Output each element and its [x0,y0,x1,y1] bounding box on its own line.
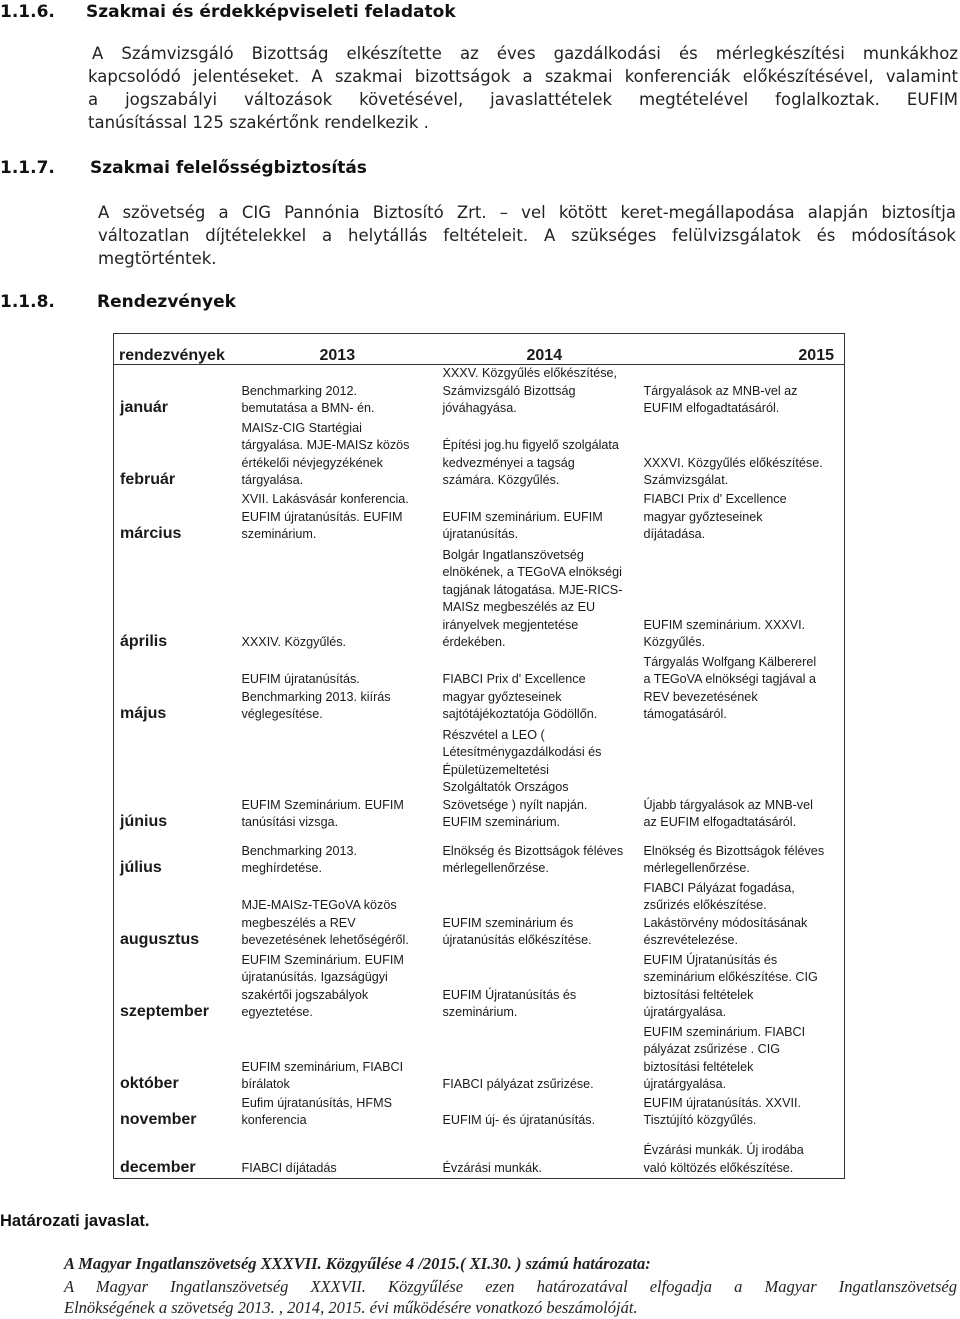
month-cell: június [114,725,238,833]
event-cell: Elnökség és Bizottságok féléves mérlegellenőrzése. [643,843,825,875]
event-cell: Benchmarking 2013. meghírdetése. [241,843,358,875]
section-title: Szakmai felelősségbiztosítás [90,158,367,178]
event-cell: FIABCI pályázat zsűrizése. [442,1077,594,1091]
event-cell: Eufim újratanúsítás, HFMS konferencia [241,1095,392,1127]
table-row [114,653,845,725]
event-cell: EUFIM szeminárium. EUFIM újratanúsítás. [442,509,603,541]
event-cell: FIABCI díjátadás [241,1160,337,1175]
table-row [114,725,845,833]
paragraph-line: tanúsítással 125 szakértőnk rendelkezik . [88,113,429,132]
month-cell: március [114,491,238,545]
month-cell: május [114,653,238,725]
table-row [114,419,845,491]
event-cell: FIABCI Prix d' Excellence magyar győzteseinek díjátadása. [643,492,787,541]
column-header: 2013 [238,334,439,365]
event-cell: XXXVI. Közgyűlés előkészítése. Számvizsgálat. [643,455,823,487]
resolution-line: A Magyar Ingatlanszövetség XXXVII. Közgyűlése ezen határozatával elfogadja a Magyar Ingatlanszövetség [64,1277,957,1296]
section-116-heading [0,2,456,22]
section-number: 1.1.6. [0,2,55,22]
table-row [114,1095,845,1131]
section-117-paragraph [98,201,956,270]
section-title: Szakmai és érdekképviseleti feladatok [86,2,456,22]
table-row [114,1131,845,1179]
event-cell: EUFIM szeminárium és újratanúsítás előkészítése. [442,915,592,947]
event-cell: XVII. Lakásvásár konferencia. EUFIM újratanúsítás. EUFIM szeminárium. [241,492,409,541]
event-cell: Újabb tárgyalások az MNB-vel az EUFIM elfogadtatásáról. [643,797,813,829]
table-row [114,491,845,545]
event-cell: Évzárási munkák. Új irodába való költözés előkészítése. [643,1143,804,1175]
resolution-text [64,1276,957,1318]
section-116-paragraph [88,42,958,134]
event-cell: EUFIM szeminárium. FIABCI pályázat zsűrizése . CIG biztosítási feltételek újratárgyalása. [643,1024,806,1091]
column-header: rendezvények [114,334,238,365]
resolution-line: Elnökségének a szövetség 2013. , 2014, 2015. évi működésére vonatkozó beszámolóját. [64,1298,638,1317]
column-header: 2014 [439,334,640,365]
event-cell: EUFIM szeminárium. XXXVI. Közgyűlés. [643,617,806,649]
table-row [114,365,845,419]
event-cell: Tárgyalás Wolfgang Kälbererel a TEGoVA elnökségi tagjával a REV bevezetésének támogatásáról. [643,654,817,721]
month-cell: november [114,1095,238,1131]
event-cell: EUFIM Újratanúsítás és szeminárium előkészítése. CIG biztosítási feltételek újratárgyalása. [643,952,818,1019]
event-cell: XXXIV. Közgyűlés. [241,635,347,649]
table-row [114,833,845,879]
event-cell: Benchmarking 2012. bemutatása a BMN- én. [241,383,375,415]
section-number: 1.1.8. [0,292,55,312]
paragraph-line: megtörténtek. [98,249,217,268]
table-header-row [114,334,845,365]
event-cell: EUFIM Szeminárium. EUFIM újratanúsítás. Igazságügyi szakértői jogszabályok egyeztetése. [241,952,404,1019]
paragraph-line: kapcsolódó jelentéseket. A szakmai bizottságok a szakmai konferenciák előkészítésével, valamint [88,67,958,86]
table-row [114,545,845,653]
event-cell: FIABCI Prix d' Excellence magyar győzteseinek sajtótájékoztatója Gödöllőn. [442,672,598,721]
event-cell: FIABCI Pályázat fogadása, zsűrizés előkészítése. Lakástörvény módosításának észrevételezése. [643,880,808,947]
event-cell: MAISz-CIG Startégiai tárgyalása. MJE-MAISz közös értékelői névjegyzékének tárgyalása. [241,420,410,487]
event-cell: EUFIM új- és újratanúsítás. [442,1113,596,1127]
event-cell: EUFIM újratanúsítás. Benchmarking 2013. kiírás véglegesítése. [241,672,391,721]
section-number: 1.1.7. [0,158,55,178]
section-title: Rendezvények [97,292,236,312]
month-cell: július [114,833,238,879]
event-cell: EUFIM Újratanúsítás és szeminárium. [442,987,577,1019]
table-row [114,1023,845,1095]
event-cell: MJE-MAISz-TEGoVA közös megbeszélés a REV bevezetésének lehetőségéről. [241,898,409,947]
resolution-title: A Magyar Ingatlanszövetség XXXVII. Közgyűlése 4 /2015.( XI.30. ) számú határozata: [64,1254,651,1273]
month-cell: október [114,1023,238,1095]
event-cell: EUFIM Szeminárium. EUFIM tanúsítási vizsga. [241,797,404,829]
month-cell: április [114,545,238,653]
event-cell: Részvétel a LEO ( Létesítménygazdálkodási és Épületüzemeltetési Szolgáltatók Országos Szövetsége ) nyílt napján. EUFIM szeminárium. [442,727,602,829]
proposal-heading: Határozati javaslat. [0,1212,150,1230]
paragraph-line: A szövetség a CIG Pannónia Biztosító Zrt. – vel kötött keret-megállapodása alapján biztosítja [98,203,956,222]
month-cell: december [114,1131,238,1179]
table-row [114,879,845,951]
section-118-heading [0,292,236,312]
event-cell: EUFIM újratanúsítás. XXVII. Tisztújító közgyűlés. [643,1095,801,1127]
event-cell: Elnökség és Bizottságok féléves mérlegellenőrzése. [442,843,624,875]
event-cell: EUFIM szeminárium, FIABCI bírálatok [241,1059,404,1091]
events-table [113,333,845,1179]
paragraph-line: A Számvizsgáló Bizottság elkészítette az éves gazdálkodási és mérlegkészítési munkákhoz [92,44,958,63]
event-cell: Építési jog.hu figyelő szolgálata kedvezményei a tagság számára. Közgyűlés. [442,438,619,487]
table-row [114,951,845,1023]
event-cell: Évzárási munkák. [442,1160,542,1175]
event-cell: Tárgyalások az MNB-vel az EUFIM elfogadtatásáról. [643,383,798,415]
event-cell: XXXV. Közgyűlés előkészítése, Számvizsgáló Bizottság jóváhagyása. [442,366,618,415]
month-cell: február [114,419,238,491]
section-117-heading [0,158,367,178]
month-cell: augusztus [114,879,238,951]
event-cell: Bolgár Ingatlanszövetség elnökének, a TEGoVA elnökségi tagjának látogatása. MJE-RICS- MAISz megbeszélés az EU irányelvek megjentetése érdekében. [442,547,623,649]
paragraph-line: a jogszabályi változások követésével, javaslattételek megtételével foglalkoztak. EUFIM [88,90,958,109]
month-cell: szeptember [114,951,238,1023]
column-header: 2015 [640,334,845,365]
paragraph-line: változatlan díjtételekkel a helytállás feltételeit. A szükséges felülvizsgálatok és módosítások [98,226,956,245]
month-cell: január [114,365,238,419]
